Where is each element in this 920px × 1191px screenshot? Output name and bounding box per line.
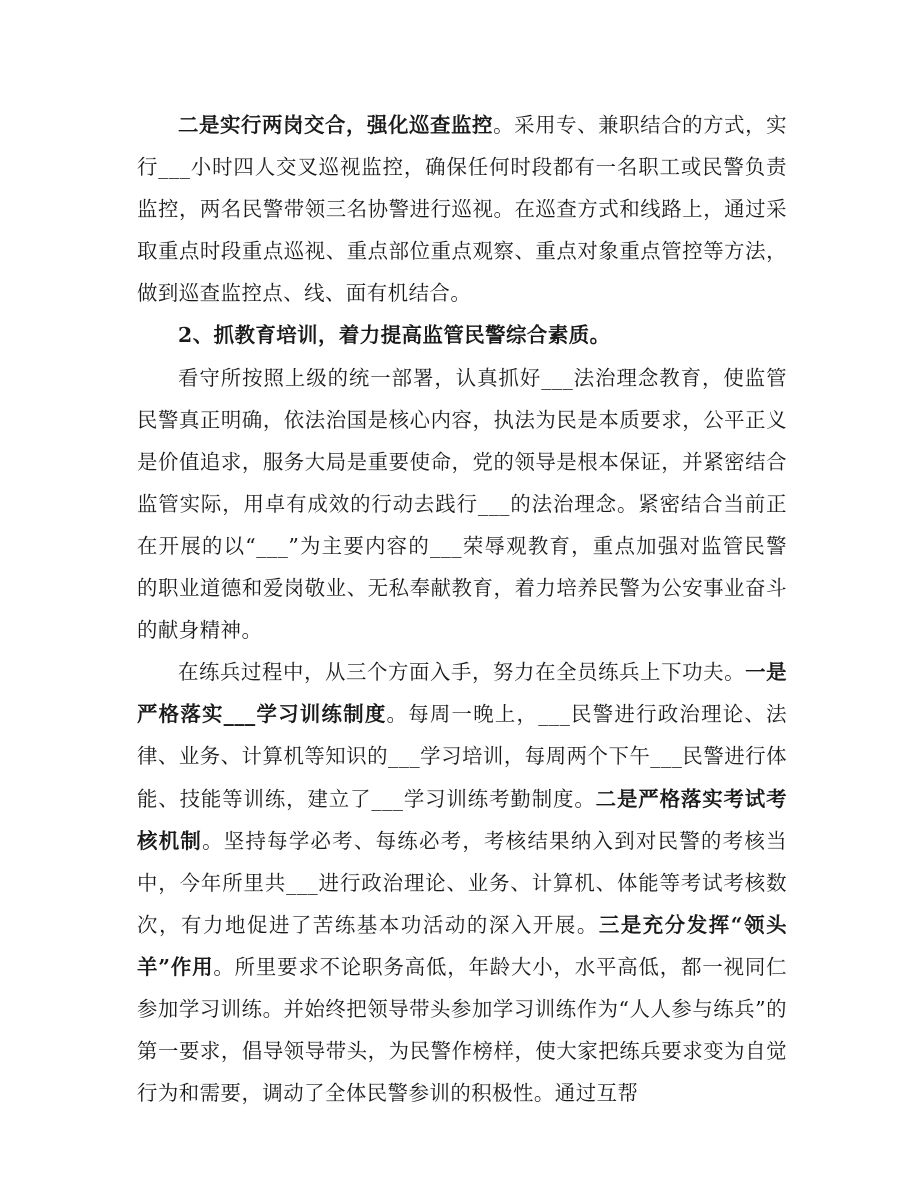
paragraph-training bbox=[137, 651, 787, 1114]
paragraph-patrol bbox=[137, 104, 787, 314]
training-point-1-lead: 一是严格落实___学习训练制度 bbox=[137, 660, 788, 727]
training-point-2-body: 。坚持每学必考、每练必考，考核结果纳入到对民警的考核当中，今年所里共___进行政治理论、业务、计算机、体能等考试考核数次，有力地促进了苦练基本功活动的深入开展。 bbox=[137, 828, 788, 937]
training-point-3-lead: 三是充分发挥“领头羊”作用 bbox=[137, 912, 787, 979]
paragraph-patrol-lead: 二是实行两岗交合，强化巡查监控 bbox=[178, 113, 494, 137]
training-point-2-lead: 二是严格落实考试考核机制 bbox=[137, 786, 788, 853]
training-point-3-body: 。所里要求不论职务高低，年龄大小，水平高低，都一视同仁参加学习训练。并始终把领导带头参加学习训练作为“人人参与练兵”的第一要求，倡导领导带头，为民警作榜样，使大家把练兵要求变为自觉行为和需要，调动了全体民警参训的积极性。通过互帮 bbox=[137, 954, 787, 1106]
paragraph-patrol-body: 。采用专、兼职结合的方式，实行___小时四人交叉巡视监控，确保任何时段都有一名职工或民警负责监控，两名民警带领三名协警进行巡视。在巡查方式和线路上，通过采取重点时段重点巡视、重点部位重点观察、重点对象重点管控等方法，做到巡查监控点、线、面有机结合。 bbox=[137, 113, 788, 306]
paragraph-education: 看守所按照上级的统一部署，认真抓好___法治理念教育，使监管民警真正明确，依法治国是核心内容，执法为民是本质要求，公平正义是价值追求，服务大局是重要使命，党的领导是根本保证，并紧密结合监管实际，用卓有成效的行动去践行___的法治理念。紧密结合当前正在开展的以“___”为主要内容的___荣辱观教育，重点加强对监管民警的职业道德和爱岗敬业、无私奉献教育，着力培养民警为公安事业奋斗的献身精神。 bbox=[137, 365, 787, 643]
training-point-1-body: 。每周一晚上，___民警进行政治理论、法律、业务、计算机等知识的___学习培训，每周两个下午___民警进行体能、技能等训练，建立了___学习训练考勤制度。 bbox=[137, 702, 787, 811]
section-heading-education: 2、抓教育培训，着力提高监管民警综合素质。 bbox=[178, 323, 611, 348]
paragraph-training-intro: 在练兵过程中，从三个方面入手，努力在全员练兵上下功夫。 bbox=[178, 660, 746, 685]
document-page bbox=[137, 104, 787, 1114]
